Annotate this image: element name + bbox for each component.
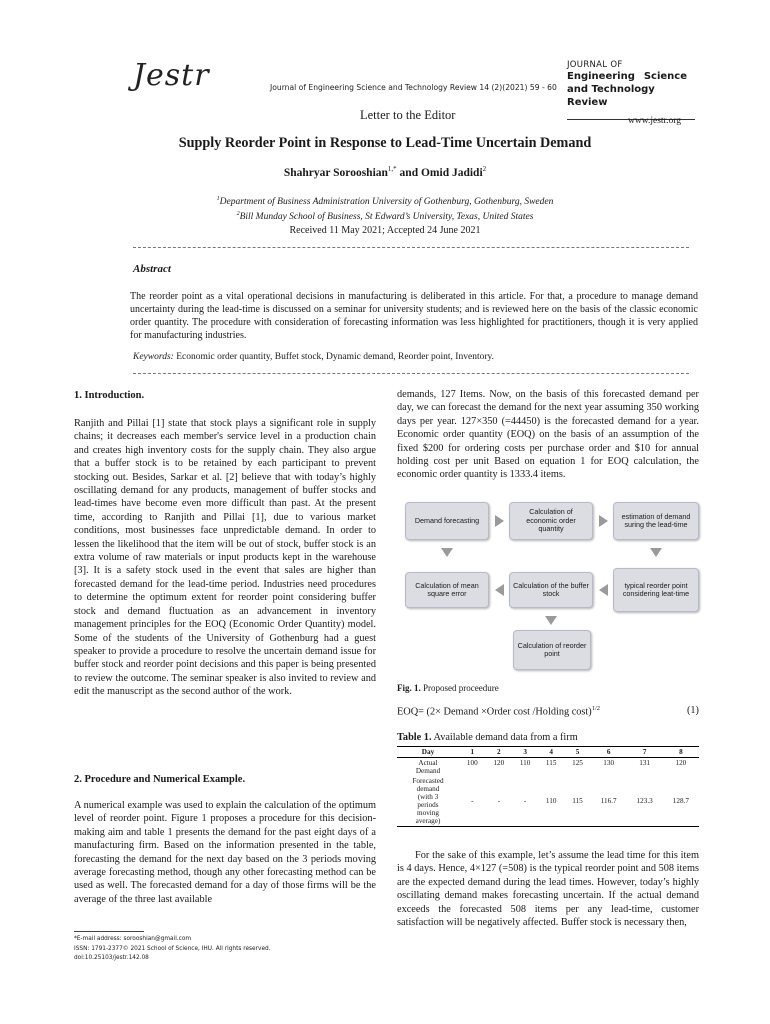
keywords-label: Keywords: (133, 352, 174, 362)
procedure-body: A numerical example was used to explain the calculation of the optimum level of reorder point. Figure 1 proposes a procedure for this decision-making aim and table 1 presents the demand for the past eight days of a manufacturing firm. Based on the information presented in the table, forecasting the demand for the next day based on the 3 periods moving average forecasting method, though any other forecasting method can be used as well. The forecasted demand for a day of those firms will be the average of the three last available (74, 800, 376, 905)
flow-arrow-left-1 (599, 584, 608, 596)
abstract-heading: Abstract (133, 263, 171, 275)
table-cell: 100 (466, 759, 478, 767)
table-caption-text: Available demand data from a firm (431, 732, 578, 743)
table-row-label: Forecasted demand (with 3 periods moving average) (397, 776, 459, 827)
journal-name-line2: and Technology Review (567, 84, 655, 108)
website-link[interactable]: www.jestr.org (628, 116, 682, 126)
table-row-label: Actual Demand (415, 759, 441, 775)
keywords (133, 352, 494, 362)
procedure-flowchart (400, 498, 700, 680)
table-header-row (397, 747, 699, 758)
equation-number: (1) (686, 705, 699, 716)
authors (0, 165, 770, 179)
author-1: Shahryar Sorooshian (283, 166, 388, 179)
figure-caption-label: Fig. 1. (397, 683, 421, 693)
table-cell: - (459, 776, 486, 827)
flow-arrow-right-1 (495, 515, 504, 527)
journal-name-word-a: Engineering (567, 71, 635, 82)
equation-text-wrap (397, 705, 600, 717)
flow-box-typical-reorder: typical reorder point considering leat-time (613, 568, 699, 612)
author-1-sup: 1,* (387, 165, 397, 173)
journal-citation: Journal of Engineering Science and Technology Review 14 (2)(2021) 59 - 60 (270, 83, 557, 92)
flow-arrow-down-2 (441, 548, 453, 557)
table-cell: 123.3 (627, 776, 663, 827)
affiliation-1: $^1$Department of Business Administration University of Gothenburg, Gothenburg, Sweden (216, 196, 554, 208)
table-header-cell: Day (397, 747, 459, 758)
flow-box-demand-forecasting: Demand forecasting (405, 502, 489, 540)
journal-name-line1 (567, 70, 687, 83)
journal-logo (133, 52, 233, 112)
equation-1 (397, 705, 699, 717)
footnote (74, 935, 271, 964)
flow-arrow-left-2 (495, 584, 504, 596)
abstract-body: The reorder point as a vital operational decisions in manufacturing is deliberated in this article. For that, a procedure to manage demand uncertainty during the lead-time is discussed on a seminar for university students; and is reviewed here on the basis of the classic economic order quantity. The procedure with consideration of forecasting information was less highlighted for practitioners, though it is very applied for manufacturing industries. (130, 291, 698, 341)
table-header-cell: 2 (486, 747, 513, 758)
flow-arrow-down-1 (650, 548, 662, 557)
table-header-cell: 6 (591, 747, 627, 758)
table-cell: 115 (545, 759, 557, 767)
table-cell: 116.7 (591, 776, 627, 827)
journal-name-box (567, 60, 687, 120)
equation-exponent: 1/2 (591, 705, 601, 712)
table-cell: 120 (493, 759, 505, 767)
flow-box-buffer-stock: Calculation of the buffer stock (509, 572, 593, 608)
authors-and: and (396, 166, 421, 179)
flow-arrow-down-3 (545, 616, 557, 625)
right-body-bottom: For the sake of this example, let’s assume the lead time for this item is 4 days. Hence, 4×127 (=508) is the typical reorder point and 508 items are the expected demand during the lead times. However, today’s highly oscillating demand makes forecasting uncertain. If the actual demand exceeds the forecasted 508 items per any lead-time, customer satisfaction will be negatively affected. Buffer stock is necessary then, (397, 850, 699, 929)
flow-box-mse: Calculation of mean square error (405, 572, 489, 608)
table-caption-label: Table 1. (397, 732, 432, 743)
table-cell: 115 (564, 776, 591, 827)
letter-label: Letter to the Editor (360, 108, 456, 122)
table-cell: 130 (603, 759, 615, 767)
table-cell: 125 (572, 759, 583, 767)
divider-bottom (133, 373, 689, 374)
procedure-heading: 2. Procedure and Numerical Example. (74, 774, 246, 785)
flow-arrow-right-2 (599, 515, 608, 527)
table-cell: 120 (675, 759, 687, 767)
journal-name-word-b: Science (643, 71, 687, 82)
keywords-text: Economic order quantity, Buffet stock, Dynamic demand, Reorder point, Inventory. (173, 352, 495, 362)
logo-text: Jestr (133, 58, 210, 93)
author-2-sup: 2 (482, 165, 487, 173)
demand-table (397, 746, 699, 827)
footnote-doi: doi:10.25103/jestr.142.08 (74, 955, 149, 961)
intro-body: Ranjith and Pillai [1] state that stock plays a significant role in supply chains; it decreases each member's service level in a production chain and creates high inventory costs for the supply chain. They also argue that a buffer stock is to be retained by each participant to prevent stocking out. Besides, Sarkar et al. [2] believe that with today’s highly oscillating demand for any products, management of buffer stocks and lead-times have become even more difficult than past. At the present time, according to Ranjith and Pillai [1], due to various market conditions, most businesses face unpredictable demand. In order to lessen the likelihood that the item will be out of stock, buffer stock is an extra volume of raw materials or input products kept in the warehouse [3]. It is a safety stock used in the event that sales are higher than forecasted demand for the lead-time period. Industries need procedures to determine the optimum extent for reorder point considering buffer stock and demand fluctuation as an advancement in inventory management principles for the EOQ (Economic Order Quantity) model. Some of the students of the University of Gothenburg had a guest speaker to provide a procedure to resolve the uncertain demand issue for buffer stock and reorder point decisions and this paper is being presented to review the outcome. The seminar speaker is also invited to review and edit the manuscript as the second author of the work. (74, 418, 376, 698)
affiliation-2: $^2$Bill Munday School of Business, St Edward’s University, Texas, United States (236, 211, 534, 223)
affiliations (0, 193, 770, 223)
journal-of-label: JOURNAL OF (567, 60, 623, 70)
footnote-issn: ISSN: 1791-2377© 2021 School of Science, IHU. All rights reserved. (74, 945, 271, 952)
footnote-email: *E-mail address: sorooshian@gmail.com (74, 936, 192, 942)
footnote-rule (74, 931, 144, 932)
received-dates: Received 11 May 2021; Accepted 24 June 2021 (289, 225, 481, 236)
table-row (397, 776, 699, 827)
table-header-cell: 3 (512, 747, 538, 758)
table-cell: 128.7 (663, 776, 699, 827)
table-cell: 110 (519, 759, 531, 767)
equation-text: EOQ= (2× Demand ×Order cost /Holding cost) (397, 706, 592, 718)
table-header-cell: 1 (459, 747, 486, 758)
table-row (397, 758, 699, 777)
figure-caption (397, 683, 499, 693)
table-header-cell: 5 (564, 747, 591, 758)
table-cell: - (512, 776, 538, 827)
right-body-top: demands, 127 Items. Now, on the basis of this forecasted demand per day, we can forecast the demand for the next year assuming 350 working days per year. 127×350 (=44450) is the forecasted demand for a year. Economic order quantity (EOQ) on the basis of an assumption of the fixed $200 for ordering costs per purchase order and $10 for annual holding cost per unit Based on equation 1 for EOQ calculation, the economic order quantity is 1333.4 items. (397, 389, 699, 481)
table-cell: - (486, 776, 513, 827)
flow-box-reorder-point: Calculation of reorder point (513, 630, 591, 670)
table-header-cell: 7 (627, 747, 663, 758)
flow-box-eoq: Calculation of economic order quantity (509, 502, 593, 540)
intro-heading: 1. Introduction. (74, 390, 145, 401)
table-cell: 131 (639, 759, 651, 767)
divider-top (133, 247, 689, 248)
flow-box-lead-time-demand: estimation of demand suring the lead-time (613, 502, 699, 540)
author-2: Omid Jadidi (420, 166, 483, 179)
table-header-cell: 4 (538, 747, 564, 758)
table-header-cell: 8 (663, 747, 699, 758)
article-title: Supply Reorder Point in Response to Lead-Time Uncertain Demand (178, 135, 592, 151)
table-cell: 110 (538, 776, 564, 827)
figure-caption-text: Proposed proceedure (420, 683, 499, 693)
table-caption (397, 732, 578, 743)
